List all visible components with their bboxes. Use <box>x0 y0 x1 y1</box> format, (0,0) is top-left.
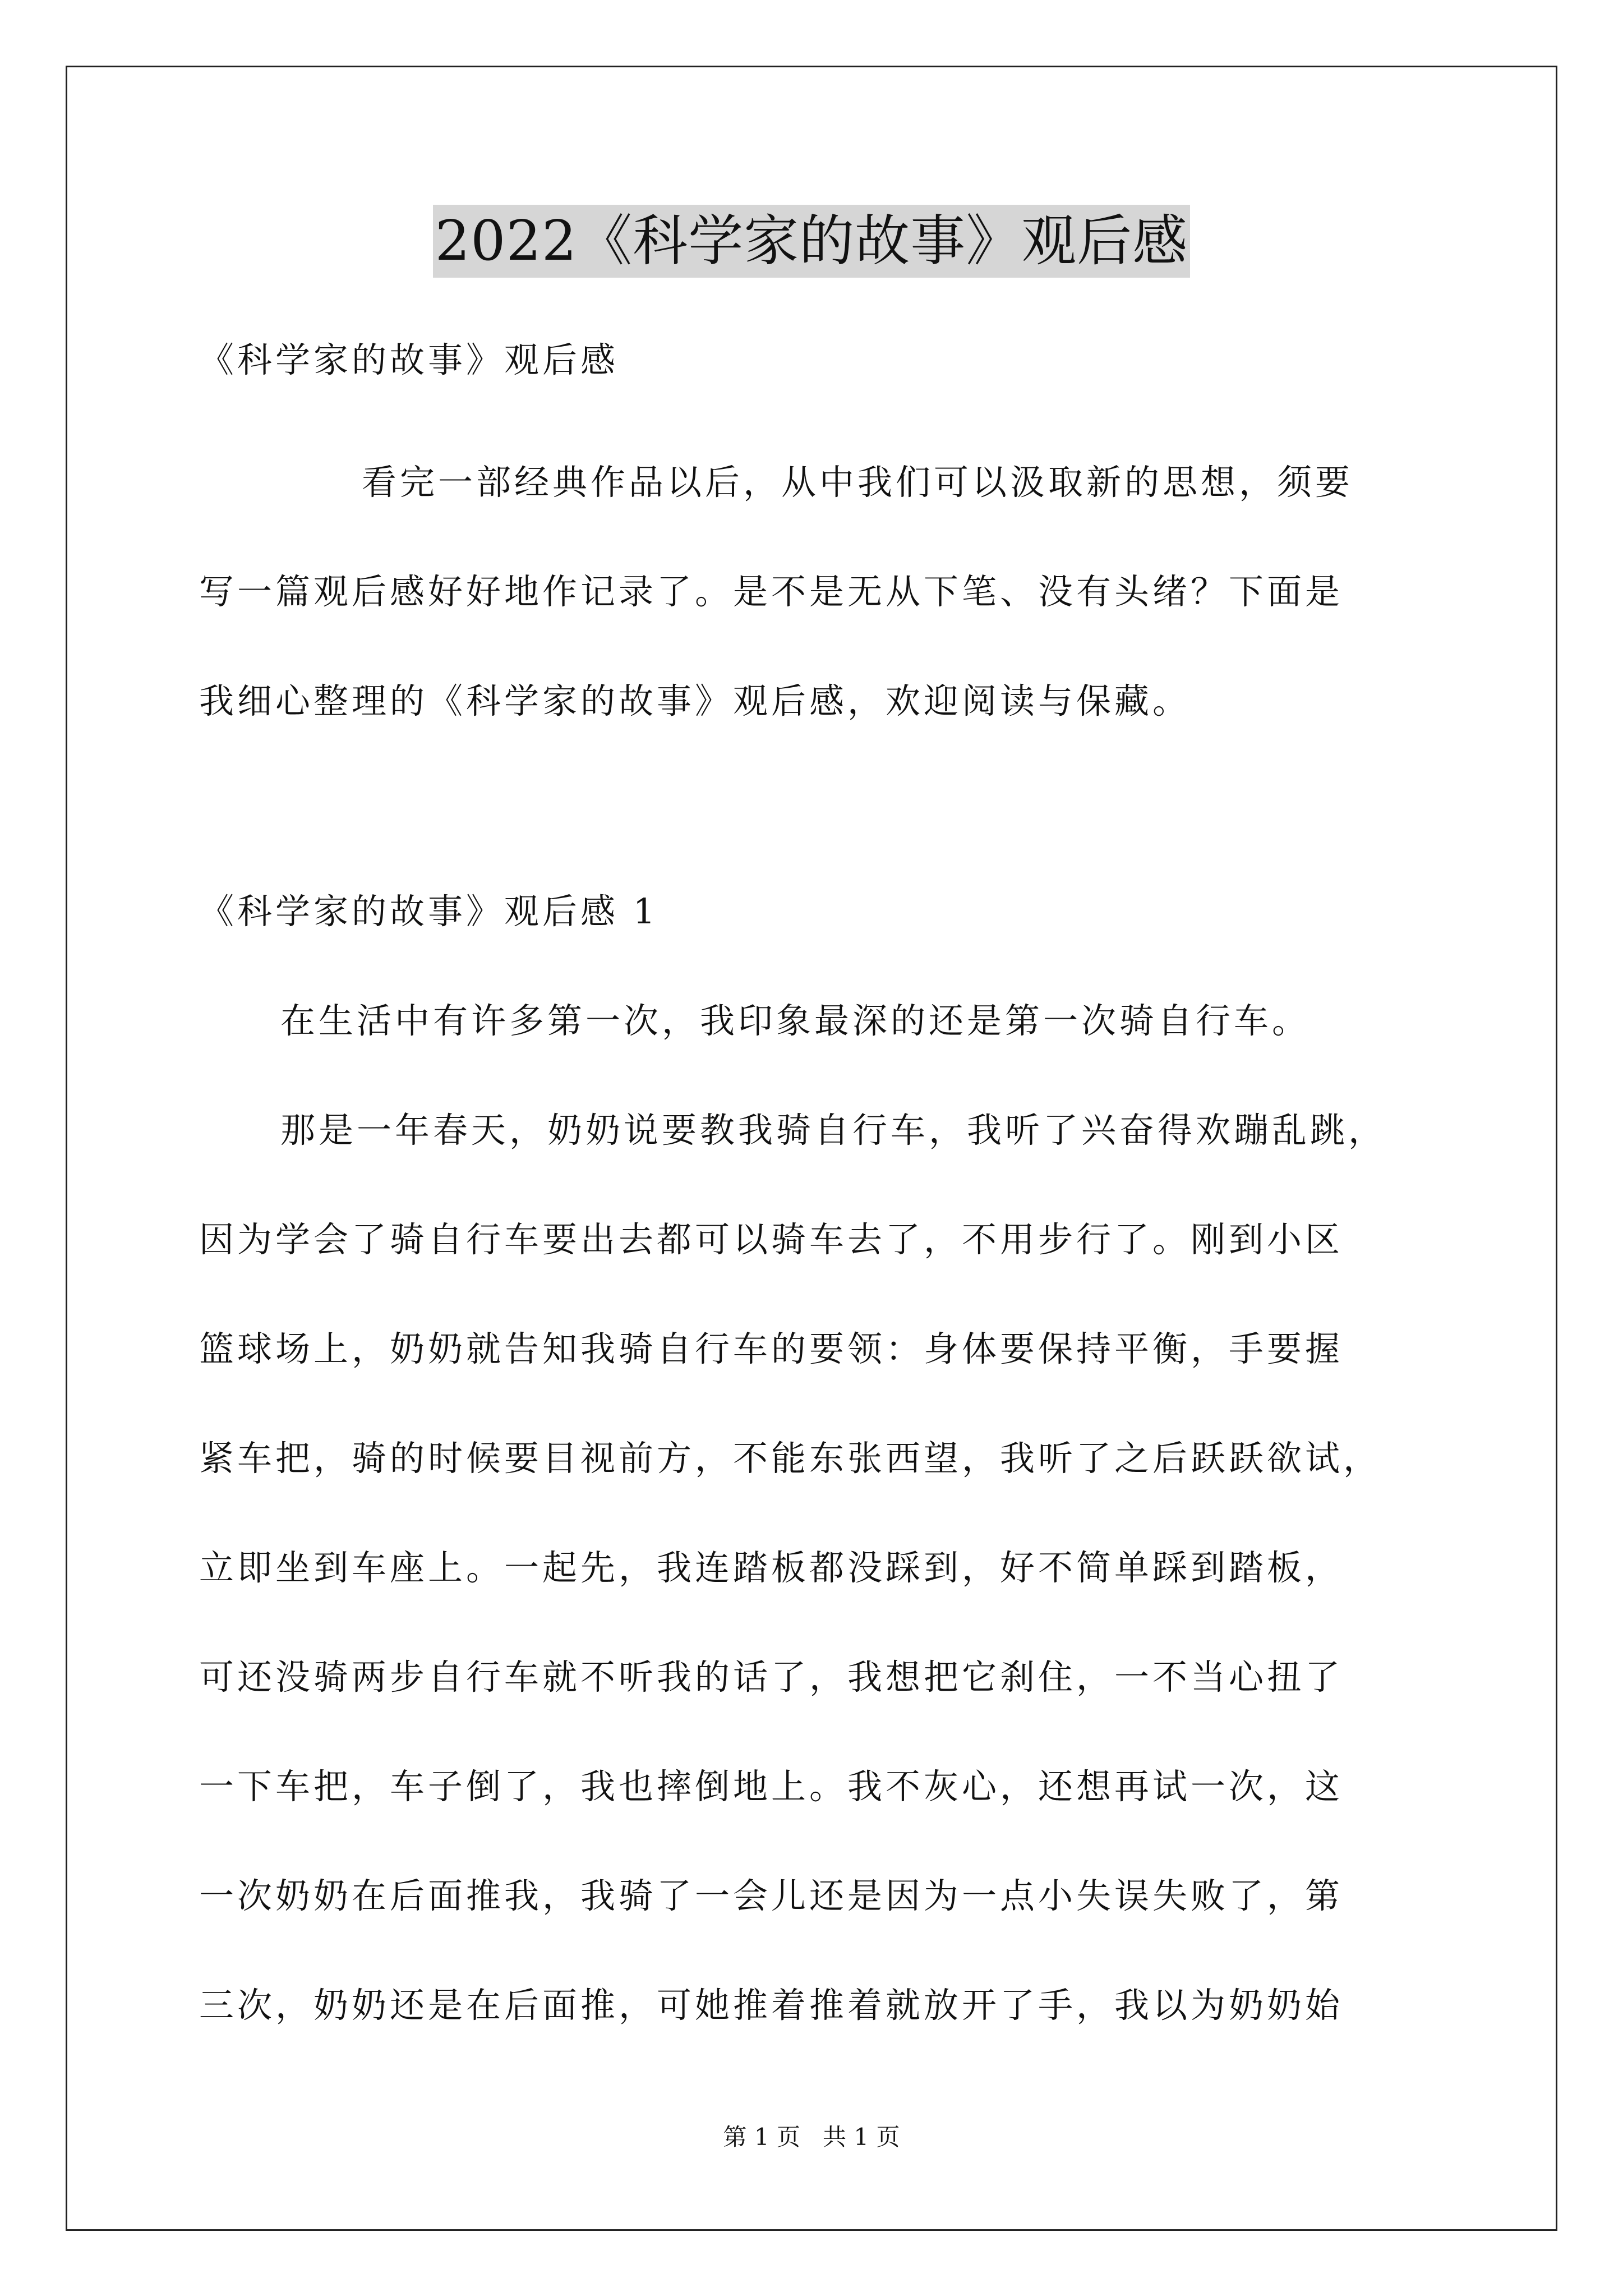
paragraph-line: 在生活中有许多第一次，我印象最深的还是第一次骑自行车。 <box>280 1000 1311 1041</box>
paragraph-line: 一次奶奶在后面推我，我骑了一会儿还是因为一点小失误失败了，第 <box>199 1875 1344 1916</box>
title-wrapper <box>0 205 1623 278</box>
document-title: 2022《科学家的故事》观后感 <box>433 205 1190 278</box>
paragraph-line: 篮球场上，奶奶就告知我骑自行车的要领：身体要保持平衡，手要握 <box>199 1328 1344 1369</box>
paragraph-line: 那是一年春天，奶奶说要教我骑自行车，我听了兴奋得欢蹦乱跳， <box>280 1110 1387 1151</box>
subtitle: 《科学家的故事》观后感 <box>199 339 619 380</box>
paragraph-line: 紧车把，骑的时候要目视前方，不能东张西望，我听了之后跃跃欲试， <box>199 1438 1382 1479</box>
section-heading: 《科学家的故事》观后感 1 <box>199 891 659 932</box>
intro-line: 写一篇观后感好好地作记录了。是不是无从下笔、没有头绪？下面是 <box>199 571 1344 612</box>
paragraph-line: 立即坐到车座上。一起先，我连踏板都没踩到，好不简单踩到踏板， <box>199 1547 1344 1588</box>
intro-line: 我细心整理的《科学家的故事》观后感，欢迎阅读与保藏。 <box>199 680 1191 721</box>
paragraph-line: 因为学会了骑自行车要出去都可以骑车去了，不用步行了。刚到小区 <box>199 1219 1344 1260</box>
paragraph-line: 一下车把，车子倒了，我也摔倒地上。我不灰心，还想再试一次，这 <box>199 1766 1344 1807</box>
intro-line: 看完一部经典作品以后，从中我们可以汲取新的思想，须要 <box>362 462 1354 503</box>
page-footer: 第 1 页 共 1 页 <box>723 2123 900 2151</box>
paragraph-line: 可还没骑两步自行车就不听我的话了，我想把它刹住，一不当心扭了 <box>199 1657 1344 1697</box>
paragraph-line: 三次，奶奶还是在后面推，可她推着推着就放开了手，我以为奶奶始 <box>199 1985 1344 2026</box>
